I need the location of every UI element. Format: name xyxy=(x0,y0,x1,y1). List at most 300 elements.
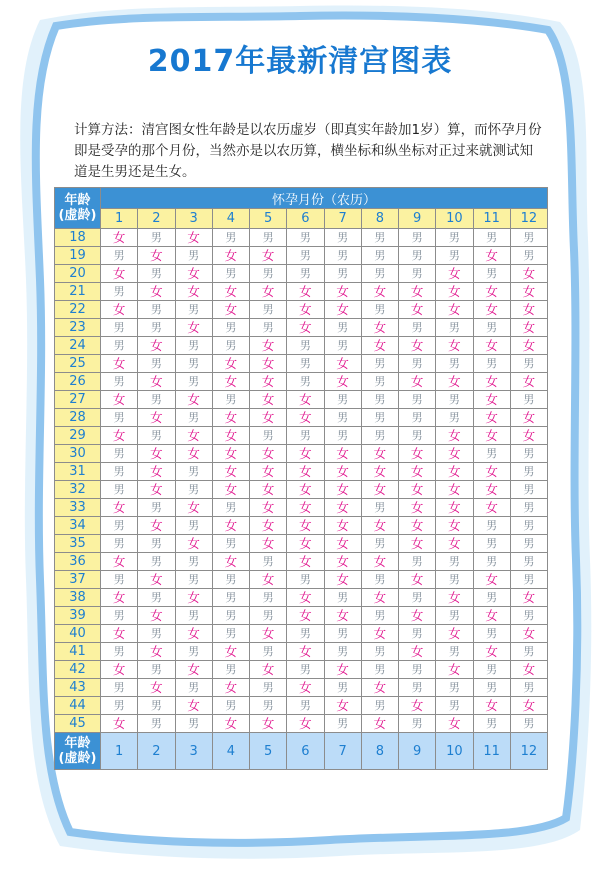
girl-cell: 女 xyxy=(473,391,510,409)
age-cell: 21 xyxy=(55,283,101,301)
month-header-9: 9 xyxy=(399,209,436,229)
boy-cell: 男 xyxy=(287,373,324,391)
footer-month-10: 10 xyxy=(436,733,473,770)
girl-cell: 女 xyxy=(473,373,510,391)
boy-cell: 男 xyxy=(138,715,175,733)
boy-cell: 男 xyxy=(175,481,212,499)
boy-cell: 男 xyxy=(138,229,175,247)
calculation-method xyxy=(74,120,546,183)
table-row xyxy=(55,499,548,517)
girl-cell: 女 xyxy=(138,337,175,355)
age-cell: 40 xyxy=(55,625,101,643)
boy-cell: 男 xyxy=(361,643,398,661)
girl-cell: 女 xyxy=(361,517,398,535)
boy-cell: 男 xyxy=(250,301,287,319)
girl-cell: 女 xyxy=(250,283,287,301)
boy-cell: 男 xyxy=(399,265,436,283)
boy-cell: 男 xyxy=(436,643,473,661)
girl-cell: 女 xyxy=(361,319,398,337)
boy-cell: 男 xyxy=(101,463,138,481)
girl-cell: 女 xyxy=(250,499,287,517)
boy-cell: 男 xyxy=(212,337,249,355)
boy-cell: 男 xyxy=(212,535,249,553)
girl-cell: 女 xyxy=(287,499,324,517)
boy-cell: 男 xyxy=(101,517,138,535)
boy-cell: 男 xyxy=(250,679,287,697)
girl-cell: 女 xyxy=(212,643,249,661)
girl-cell: 女 xyxy=(399,301,436,319)
girl-cell: 女 xyxy=(175,499,212,517)
boy-cell: 男 xyxy=(175,715,212,733)
boy-cell: 男 xyxy=(175,679,212,697)
girl-cell: 女 xyxy=(287,643,324,661)
boy-cell: 男 xyxy=(175,607,212,625)
footer-month-6: 6 xyxy=(287,733,324,770)
boy-cell: 男 xyxy=(324,391,361,409)
girl-cell: 女 xyxy=(399,643,436,661)
footer-month-2: 2 xyxy=(138,733,175,770)
girl-cell: 女 xyxy=(175,229,212,247)
girl-cell: 女 xyxy=(510,337,547,355)
boy-cell: 男 xyxy=(436,409,473,427)
boy-cell: 男 xyxy=(510,247,547,265)
girl-cell: 女 xyxy=(510,625,547,643)
girl-cell: 女 xyxy=(175,445,212,463)
boy-cell: 男 xyxy=(399,319,436,337)
girl-cell: 女 xyxy=(287,445,324,463)
boy-cell: 男 xyxy=(175,301,212,319)
girl-cell: 女 xyxy=(212,517,249,535)
boy-cell: 男 xyxy=(287,337,324,355)
girl-cell: 女 xyxy=(287,301,324,319)
boy-cell: 男 xyxy=(399,247,436,265)
boy-cell: 男 xyxy=(510,463,547,481)
boy-cell: 男 xyxy=(250,265,287,283)
girl-cell: 女 xyxy=(101,499,138,517)
month-header-title: 怀孕月份（农历） xyxy=(101,188,548,209)
age-cell: 34 xyxy=(55,517,101,535)
boy-cell: 男 xyxy=(510,553,547,571)
table-row xyxy=(55,373,548,391)
method-text: 清宫图女性年龄是以农历虚岁（即真实年龄加1岁）算，而怀孕月份即是受孕的那个月份，当然亦是以农历算，横坐标和纵坐标对正过来就测试知道是生男还是生女。 xyxy=(74,122,542,180)
table-row xyxy=(55,337,548,355)
girl-cell: 女 xyxy=(361,715,398,733)
girl-cell: 女 xyxy=(436,535,473,553)
boy-cell: 男 xyxy=(361,697,398,715)
girl-cell: 女 xyxy=(324,499,361,517)
boy-cell: 男 xyxy=(101,283,138,301)
table-row xyxy=(55,643,548,661)
boy-cell: 男 xyxy=(473,679,510,697)
table-row xyxy=(55,427,548,445)
girl-cell: 女 xyxy=(175,391,212,409)
girl-cell: 女 xyxy=(324,607,361,625)
boy-cell: 男 xyxy=(175,373,212,391)
age-cell: 36 xyxy=(55,553,101,571)
boy-cell: 男 xyxy=(138,391,175,409)
boy-cell: 男 xyxy=(287,697,324,715)
method-label: 计算方法： xyxy=(74,122,142,138)
boy-cell: 男 xyxy=(399,409,436,427)
girl-cell: 女 xyxy=(324,697,361,715)
table-row xyxy=(55,571,548,589)
girl-cell: 女 xyxy=(250,625,287,643)
girl-cell: 女 xyxy=(473,481,510,499)
boy-cell: 男 xyxy=(399,553,436,571)
girl-cell: 女 xyxy=(399,571,436,589)
girl-cell: 女 xyxy=(436,427,473,445)
girl-cell: 女 xyxy=(138,481,175,499)
girl-cell: 女 xyxy=(138,283,175,301)
girl-cell: 女 xyxy=(138,517,175,535)
girl-cell: 女 xyxy=(101,661,138,679)
table-row xyxy=(55,697,548,715)
boy-cell: 男 xyxy=(324,247,361,265)
boy-cell: 男 xyxy=(473,355,510,373)
girl-cell: 女 xyxy=(324,373,361,391)
girl-cell: 女 xyxy=(212,247,249,265)
girl-cell: 女 xyxy=(399,445,436,463)
boy-cell: 男 xyxy=(138,535,175,553)
girl-cell: 女 xyxy=(175,265,212,283)
boy-cell: 男 xyxy=(101,571,138,589)
girl-cell: 女 xyxy=(436,625,473,643)
boy-cell: 男 xyxy=(324,715,361,733)
girl-cell: 女 xyxy=(436,445,473,463)
girl-cell: 女 xyxy=(324,517,361,535)
boy-cell: 男 xyxy=(287,355,324,373)
girl-cell: 女 xyxy=(212,715,249,733)
girl-cell: 女 xyxy=(510,283,547,301)
girl-cell: 女 xyxy=(510,409,547,427)
boy-cell: 男 xyxy=(473,661,510,679)
girl-cell: 女 xyxy=(324,661,361,679)
girl-cell: 女 xyxy=(510,301,547,319)
boy-cell: 男 xyxy=(399,355,436,373)
boy-cell: 男 xyxy=(101,337,138,355)
boy-cell: 男 xyxy=(510,679,547,697)
boy-cell: 男 xyxy=(361,535,398,553)
girl-cell: 女 xyxy=(287,283,324,301)
boy-cell: 男 xyxy=(250,607,287,625)
girl-cell: 女 xyxy=(250,337,287,355)
table-row xyxy=(55,517,548,535)
girl-cell: 女 xyxy=(101,625,138,643)
age-cell: 39 xyxy=(55,607,101,625)
age-header: 年龄 (虚龄) xyxy=(55,188,101,229)
month-header-2: 2 xyxy=(138,209,175,229)
girl-cell: 女 xyxy=(212,463,249,481)
girl-cell: 女 xyxy=(436,661,473,679)
girl-cell: 女 xyxy=(324,445,361,463)
boy-cell: 男 xyxy=(436,697,473,715)
age-cell: 41 xyxy=(55,643,101,661)
girl-cell: 女 xyxy=(361,589,398,607)
boy-cell: 男 xyxy=(212,589,249,607)
boy-cell: 男 xyxy=(138,625,175,643)
girl-cell: 女 xyxy=(138,409,175,427)
girl-cell: 女 xyxy=(287,409,324,427)
girl-cell: 女 xyxy=(212,553,249,571)
boy-cell: 男 xyxy=(436,229,473,247)
girl-cell: 女 xyxy=(361,481,398,499)
girl-cell: 女 xyxy=(287,589,324,607)
girl-cell: 女 xyxy=(101,589,138,607)
boy-cell: 男 xyxy=(324,427,361,445)
table-row xyxy=(55,589,548,607)
boy-cell: 男 xyxy=(212,391,249,409)
age-cell: 37 xyxy=(55,571,101,589)
boy-cell: 男 xyxy=(361,571,398,589)
month-header-6: 6 xyxy=(287,209,324,229)
girl-cell: 女 xyxy=(473,499,510,517)
girl-cell: 女 xyxy=(138,679,175,697)
girl-cell: 女 xyxy=(212,355,249,373)
girl-cell: 女 xyxy=(473,247,510,265)
girl-cell: 女 xyxy=(138,463,175,481)
boy-cell: 男 xyxy=(287,427,324,445)
girl-cell: 女 xyxy=(361,283,398,301)
girl-cell: 女 xyxy=(473,409,510,427)
boy-cell: 男 xyxy=(510,229,547,247)
boy-cell: 男 xyxy=(324,625,361,643)
girl-cell: 女 xyxy=(250,715,287,733)
girl-cell: 女 xyxy=(287,535,324,553)
boy-cell: 男 xyxy=(473,715,510,733)
month-header-5: 5 xyxy=(250,209,287,229)
age-cell: 42 xyxy=(55,661,101,679)
boy-cell: 男 xyxy=(361,301,398,319)
boy-cell: 男 xyxy=(138,301,175,319)
age-cell: 22 xyxy=(55,301,101,319)
table-row xyxy=(55,463,548,481)
footer-month-1: 1 xyxy=(101,733,138,770)
boy-cell: 男 xyxy=(101,247,138,265)
footer-month-7: 7 xyxy=(324,733,361,770)
footer-month-5: 5 xyxy=(250,733,287,770)
girl-cell: 女 xyxy=(138,247,175,265)
girl-cell: 女 xyxy=(212,301,249,319)
month-header-4: 4 xyxy=(212,209,249,229)
boy-cell: 男 xyxy=(361,373,398,391)
boy-cell: 男 xyxy=(324,319,361,337)
boy-cell: 男 xyxy=(399,427,436,445)
boy-cell: 男 xyxy=(361,427,398,445)
boy-cell: 男 xyxy=(510,643,547,661)
girl-cell: 女 xyxy=(138,607,175,625)
girl-cell: 女 xyxy=(473,607,510,625)
girl-cell: 女 xyxy=(175,589,212,607)
girl-cell: 女 xyxy=(250,661,287,679)
table-row xyxy=(55,625,548,643)
girl-cell: 女 xyxy=(436,301,473,319)
boy-cell: 男 xyxy=(436,571,473,589)
girl-cell: 女 xyxy=(287,679,324,697)
age-cell: 26 xyxy=(55,373,101,391)
girl-cell: 女 xyxy=(361,445,398,463)
girl-cell: 女 xyxy=(361,679,398,697)
boy-cell: 男 xyxy=(399,661,436,679)
girl-cell: 女 xyxy=(287,607,324,625)
girl-cell: 女 xyxy=(175,283,212,301)
boy-cell: 男 xyxy=(138,499,175,517)
table-row xyxy=(55,535,548,553)
girl-cell: 女 xyxy=(399,481,436,499)
age-cell: 28 xyxy=(55,409,101,427)
boy-cell: 男 xyxy=(101,679,138,697)
boy-cell: 男 xyxy=(436,607,473,625)
boy-cell: 男 xyxy=(361,229,398,247)
girl-cell: 女 xyxy=(212,427,249,445)
girl-cell: 女 xyxy=(175,697,212,715)
girl-cell: 女 xyxy=(399,337,436,355)
girl-cell: 女 xyxy=(510,265,547,283)
boy-cell: 男 xyxy=(436,355,473,373)
age-cell: 23 xyxy=(55,319,101,337)
girl-cell: 女 xyxy=(175,625,212,643)
boy-cell: 男 xyxy=(175,553,212,571)
boy-cell: 男 xyxy=(510,391,547,409)
boy-cell: 男 xyxy=(324,409,361,427)
boy-cell: 男 xyxy=(510,355,547,373)
boy-cell: 男 xyxy=(436,553,473,571)
boy-cell: 男 xyxy=(212,661,249,679)
girl-cell: 女 xyxy=(101,355,138,373)
boy-cell: 男 xyxy=(138,355,175,373)
girl-cell: 女 xyxy=(361,553,398,571)
girl-cell: 女 xyxy=(250,373,287,391)
boy-cell: 男 xyxy=(473,535,510,553)
girl-cell: 女 xyxy=(250,517,287,535)
girl-cell: 女 xyxy=(399,373,436,391)
boy-cell: 男 xyxy=(175,571,212,589)
footer-age-label: 年龄 (虚龄) xyxy=(55,733,101,770)
boy-cell: 男 xyxy=(138,589,175,607)
girl-cell: 女 xyxy=(250,481,287,499)
girl-cell: 女 xyxy=(473,463,510,481)
boy-cell: 男 xyxy=(101,697,138,715)
boy-cell: 男 xyxy=(175,247,212,265)
girl-cell: 女 xyxy=(250,535,287,553)
boy-cell: 男 xyxy=(399,715,436,733)
month-header-row xyxy=(55,209,548,229)
boy-cell: 男 xyxy=(250,427,287,445)
footer-month-4: 4 xyxy=(212,733,249,770)
boy-cell: 男 xyxy=(510,517,547,535)
boy-cell: 男 xyxy=(473,589,510,607)
girl-cell: 女 xyxy=(510,697,547,715)
boy-cell: 男 xyxy=(250,589,287,607)
boy-cell: 男 xyxy=(399,625,436,643)
boy-cell: 男 xyxy=(101,481,138,499)
table-row xyxy=(55,481,548,499)
girl-cell: 女 xyxy=(510,319,547,337)
boy-cell: 男 xyxy=(510,607,547,625)
table-row xyxy=(55,319,548,337)
age-cell: 29 xyxy=(55,427,101,445)
girl-cell: 女 xyxy=(399,283,436,301)
girl-cell: 女 xyxy=(399,517,436,535)
qinggong-chart xyxy=(54,187,548,770)
boy-cell: 男 xyxy=(287,625,324,643)
boy-cell: 男 xyxy=(250,643,287,661)
girl-cell: 女 xyxy=(101,427,138,445)
age-cell: 27 xyxy=(55,391,101,409)
girl-cell: 女 xyxy=(212,481,249,499)
girl-cell: 女 xyxy=(436,715,473,733)
girl-cell: 女 xyxy=(101,229,138,247)
girl-cell: 女 xyxy=(212,409,249,427)
age-cell: 25 xyxy=(55,355,101,373)
girl-cell: 女 xyxy=(324,463,361,481)
table-row xyxy=(55,247,548,265)
girl-cell: 女 xyxy=(101,301,138,319)
boy-cell: 男 xyxy=(399,589,436,607)
boy-cell: 男 xyxy=(101,319,138,337)
boy-cell: 男 xyxy=(361,607,398,625)
age-cell: 44 xyxy=(55,697,101,715)
girl-cell: 女 xyxy=(250,247,287,265)
girl-cell: 女 xyxy=(510,427,547,445)
girl-cell: 女 xyxy=(399,697,436,715)
boy-cell: 男 xyxy=(287,247,324,265)
boy-cell: 男 xyxy=(510,535,547,553)
boy-cell: 男 xyxy=(436,247,473,265)
girl-cell: 女 xyxy=(138,643,175,661)
boy-cell: 男 xyxy=(436,679,473,697)
boy-cell: 男 xyxy=(138,265,175,283)
boy-cell: 男 xyxy=(101,607,138,625)
boy-cell: 男 xyxy=(138,553,175,571)
girl-cell: 女 xyxy=(250,391,287,409)
boy-cell: 男 xyxy=(138,661,175,679)
boy-cell: 男 xyxy=(324,679,361,697)
boy-cell: 男 xyxy=(101,643,138,661)
boy-cell: 男 xyxy=(361,409,398,427)
girl-cell: 女 xyxy=(250,409,287,427)
boy-cell: 男 xyxy=(324,229,361,247)
girl-cell: 女 xyxy=(138,373,175,391)
girl-cell: 女 xyxy=(436,481,473,499)
girl-cell: 女 xyxy=(250,463,287,481)
footer-month-9: 9 xyxy=(399,733,436,770)
table-row xyxy=(55,301,548,319)
boy-cell: 男 xyxy=(175,517,212,535)
girl-cell: 女 xyxy=(510,661,547,679)
girl-cell: 女 xyxy=(436,589,473,607)
month-header-8: 8 xyxy=(361,209,398,229)
girl-cell: 女 xyxy=(287,517,324,535)
girl-cell: 女 xyxy=(399,607,436,625)
girl-cell: 女 xyxy=(473,301,510,319)
chart-body xyxy=(55,229,548,733)
girl-cell: 女 xyxy=(175,319,212,337)
boy-cell: 男 xyxy=(250,229,287,247)
girl-cell: 女 xyxy=(250,571,287,589)
table-row xyxy=(55,553,548,571)
boy-cell: 男 xyxy=(473,517,510,535)
girl-cell: 女 xyxy=(287,553,324,571)
girl-cell: 女 xyxy=(436,499,473,517)
girl-cell: 女 xyxy=(101,553,138,571)
girl-cell: 女 xyxy=(473,571,510,589)
girl-cell: 女 xyxy=(436,283,473,301)
boy-cell: 男 xyxy=(361,391,398,409)
girl-cell: 女 xyxy=(324,283,361,301)
boy-cell: 男 xyxy=(510,715,547,733)
footer-row xyxy=(55,733,548,770)
boy-cell: 男 xyxy=(101,373,138,391)
